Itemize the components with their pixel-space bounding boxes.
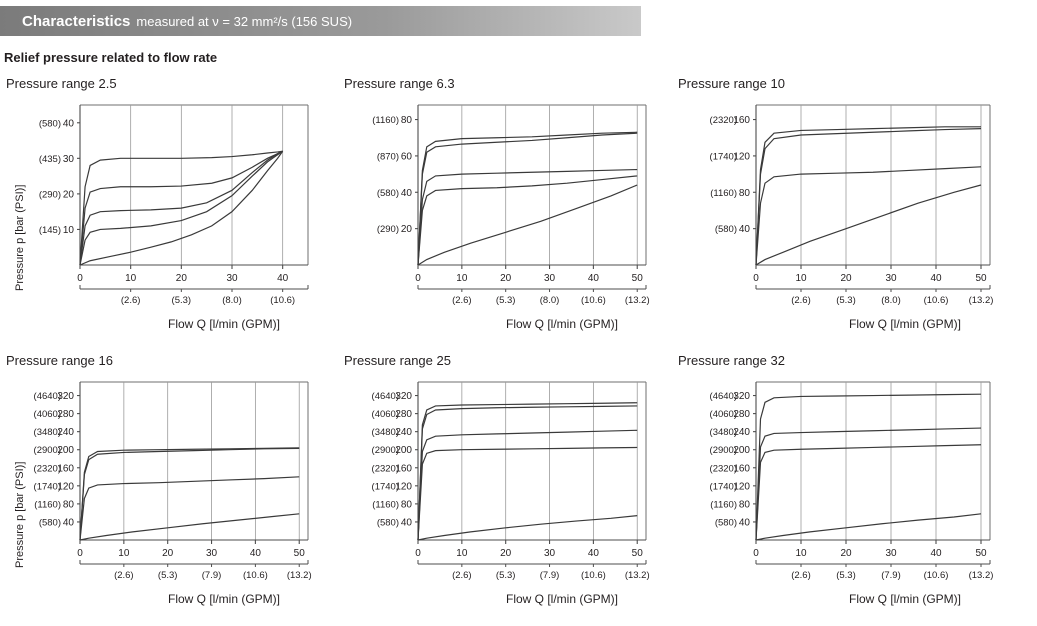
svg-text:(290): (290) [38, 189, 61, 201]
svg-text:(10.6): (10.6) [923, 295, 949, 306]
svg-text:120: 120 [395, 481, 412, 493]
svg-text:(4060): (4060) [33, 409, 61, 421]
svg-text:(290): (290) [376, 224, 399, 236]
svg-text:40: 40 [62, 118, 74, 130]
svg-text:(10.6): (10.6) [580, 295, 606, 306]
x-axis-label: Flow Q [l/min (GPM)] [848, 317, 961, 331]
svg-text:40: 40 [738, 224, 750, 236]
svg-text:(1160): (1160) [34, 499, 61, 511]
svg-text:(3480): (3480) [33, 427, 61, 439]
svg-text:(580): (580) [714, 517, 737, 529]
y-axis-label: Pressure p [bar (PSI)] [14, 461, 26, 568]
series-curve [80, 514, 299, 540]
svg-text:80: 80 [738, 187, 750, 199]
svg-text:120: 120 [733, 151, 750, 163]
svg-text:30: 30 [62, 153, 74, 165]
series-curve [418, 406, 637, 540]
svg-text:(10.6): (10.6) [923, 570, 949, 581]
x-axis-label: Flow Q [l/min (GPM)] [167, 317, 280, 331]
svg-text:(2900): (2900) [709, 445, 737, 457]
svg-text:(13.2): (13.2) [624, 570, 650, 581]
svg-text:(1160): (1160) [372, 499, 399, 511]
x-axis-label: Flow Q [l/min (GPM)] [167, 592, 280, 606]
svg-text:50: 50 [631, 548, 643, 559]
svg-text:280: 280 [395, 409, 412, 421]
series-curve [756, 127, 981, 265]
svg-text:(5.3): (5.3) [836, 295, 856, 306]
svg-text:(1740): (1740) [33, 481, 61, 493]
svg-text:(4640): (4640) [33, 391, 61, 403]
svg-text:0: 0 [415, 273, 421, 284]
svg-text:80: 80 [738, 499, 750, 511]
svg-text:30: 30 [226, 273, 238, 284]
header-title: Characteristics [22, 12, 131, 30]
svg-text:20: 20 [400, 224, 412, 236]
svg-text:20: 20 [840, 548, 852, 559]
svg-text:(10.6): (10.6) [580, 570, 606, 581]
svg-text:10: 10 [456, 273, 468, 284]
svg-text:0: 0 [77, 548, 83, 559]
section-title: Relief pressure related to flow rate [4, 50, 218, 65]
chart-svg [676, 368, 1006, 588]
svg-text:10: 10 [125, 273, 137, 284]
svg-text:(4060): (4060) [709, 409, 737, 421]
svg-text:40: 40 [400, 187, 412, 199]
svg-text:(1740): (1740) [709, 151, 737, 163]
svg-text:50: 50 [293, 548, 305, 559]
svg-text:(4060): (4060) [371, 409, 399, 421]
svg-text:(2.6): (2.6) [791, 295, 811, 306]
svg-text:(2320): (2320) [709, 463, 737, 475]
svg-text:(3480): (3480) [709, 427, 737, 439]
svg-text:(8.0): (8.0) [222, 295, 242, 306]
svg-text:20: 20 [162, 548, 174, 559]
chart-title: Pressure range 2.5 [6, 76, 117, 91]
series-curve [756, 167, 981, 265]
svg-text:(580): (580) [376, 187, 399, 199]
svg-text:(5.3): (5.3) [171, 295, 192, 306]
svg-text:(1160): (1160) [710, 499, 737, 511]
characteristics-header [0, 6, 641, 36]
svg-text:20: 20 [500, 548, 512, 559]
svg-text:40: 40 [277, 273, 289, 284]
svg-text:240: 240 [733, 427, 750, 439]
svg-text:(2.6): (2.6) [114, 570, 134, 581]
chart-panel-pressure-range-6-3 [342, 76, 722, 331]
svg-text:30: 30 [205, 548, 218, 559]
svg-text:120: 120 [57, 481, 74, 493]
svg-text:(2320): (2320) [371, 463, 399, 475]
chart-svg [342, 91, 662, 313]
series-curve [756, 185, 981, 265]
svg-text:320: 320 [57, 391, 74, 403]
series-curve [418, 133, 637, 265]
svg-text:200: 200 [733, 445, 750, 457]
chart-panel-pressure-range-25 [342, 353, 722, 606]
chart-svg [4, 368, 324, 588]
svg-text:(13.2): (13.2) [624, 295, 650, 306]
svg-text:(2.6): (2.6) [120, 295, 141, 306]
svg-text:20: 20 [500, 273, 512, 284]
y-axis-label: Pressure p [bar (PSI)] [14, 184, 26, 291]
series-curve [756, 129, 981, 265]
svg-text:160: 160 [57, 463, 74, 475]
svg-text:20: 20 [62, 189, 74, 201]
svg-text:20: 20 [175, 273, 187, 284]
svg-text:80: 80 [400, 115, 412, 127]
svg-text:(4640): (4640) [371, 391, 399, 403]
svg-text:(2320): (2320) [33, 463, 61, 475]
svg-text:280: 280 [57, 409, 74, 421]
chart-panel-pressure-range-2-5 [4, 76, 384, 331]
svg-text:40: 40 [249, 548, 261, 559]
chart-title: Pressure range 32 [678, 353, 785, 368]
svg-text:160: 160 [733, 463, 750, 475]
chart-panel-pressure-range-16 [4, 353, 384, 606]
svg-text:0: 0 [77, 273, 83, 284]
svg-text:30: 30 [885, 548, 897, 559]
svg-text:(10.6): (10.6) [270, 295, 296, 306]
svg-text:(2320): (2320) [709, 115, 737, 127]
chart-panel-pressure-range-32 [676, 353, 1037, 606]
svg-text:320: 320 [733, 391, 750, 403]
svg-text:320: 320 [395, 391, 412, 403]
svg-text:(2.6): (2.6) [791, 570, 811, 581]
svg-text:10: 10 [456, 548, 468, 559]
chart-svg [342, 368, 662, 588]
svg-text:(435): (435) [38, 153, 61, 165]
chart-svg [4, 91, 324, 313]
svg-text:(1740): (1740) [371, 481, 399, 493]
svg-text:160: 160 [733, 115, 750, 127]
chart-title: Pressure range 16 [6, 353, 113, 368]
series-curve [756, 514, 981, 540]
svg-text:(2.6): (2.6) [452, 570, 472, 581]
svg-text:40: 40 [930, 548, 942, 559]
svg-text:240: 240 [57, 427, 74, 439]
svg-text:(7.9): (7.9) [881, 570, 901, 581]
svg-text:80: 80 [400, 499, 412, 511]
series-curve [418, 170, 637, 265]
svg-text:(1160): (1160) [710, 187, 737, 199]
svg-text:(7.9): (7.9) [539, 570, 560, 581]
header-subtitle: measured at ν = 32 mm²/s (156 SUS) [136, 13, 353, 29]
svg-text:(4640): (4640) [709, 391, 737, 403]
svg-text:(2900): (2900) [33, 445, 61, 457]
svg-text:(10.6): (10.6) [242, 570, 268, 581]
series-curve [418, 516, 637, 540]
svg-text:10: 10 [118, 548, 130, 559]
chart-title: Pressure range 25 [344, 353, 451, 368]
svg-text:10: 10 [62, 224, 74, 236]
svg-text:(870): (870) [376, 151, 399, 163]
series-curve [80, 477, 299, 540]
svg-text:0: 0 [753, 548, 759, 559]
svg-text:40: 40 [587, 548, 599, 559]
svg-text:0: 0 [415, 548, 421, 559]
svg-text:(580): (580) [38, 517, 61, 529]
svg-text:(13.2): (13.2) [968, 570, 994, 581]
svg-text:10: 10 [795, 548, 807, 559]
svg-text:50: 50 [975, 548, 987, 559]
svg-text:30: 30 [543, 273, 556, 284]
svg-text:(7.9): (7.9) [201, 570, 222, 581]
svg-text:(5.3): (5.3) [495, 295, 516, 306]
svg-text:(580): (580) [38, 118, 61, 130]
svg-text:(5.3): (5.3) [836, 570, 856, 581]
chart-panel-pressure-range-10 [676, 76, 1037, 331]
svg-text:40: 40 [400, 517, 412, 529]
svg-text:30: 30 [885, 273, 897, 284]
svg-text:120: 120 [733, 481, 750, 493]
chart-title: Pressure range 6.3 [344, 76, 455, 91]
series-curve [418, 176, 637, 265]
svg-text:160: 160 [395, 463, 412, 475]
chart-title: Pressure range 10 [678, 76, 785, 91]
svg-text:(1160): (1160) [372, 115, 399, 127]
x-axis-label: Flow Q [l/min (GPM)] [505, 317, 618, 331]
series-curve [418, 430, 637, 540]
svg-text:30: 30 [543, 548, 556, 559]
series-curve [418, 185, 637, 265]
svg-text:20: 20 [840, 273, 852, 284]
svg-text:0: 0 [753, 273, 759, 284]
svg-text:(13.2): (13.2) [286, 570, 312, 581]
svg-text:40: 40 [62, 517, 74, 529]
svg-text:(13.2): (13.2) [968, 295, 994, 306]
series-curve [80, 448, 299, 540]
svg-text:80: 80 [62, 499, 74, 511]
x-axis-label: Flow Q [l/min (GPM)] [505, 592, 618, 606]
svg-text:40: 40 [587, 273, 599, 284]
svg-text:(580): (580) [376, 517, 399, 529]
svg-text:(2900): (2900) [371, 445, 399, 457]
svg-text:(3480): (3480) [371, 427, 399, 439]
svg-text:(2.6): (2.6) [452, 295, 472, 306]
svg-text:(5.3): (5.3) [157, 570, 178, 581]
x-axis-label: Flow Q [l/min (GPM)] [848, 592, 961, 606]
svg-text:50: 50 [631, 273, 643, 284]
svg-text:(5.3): (5.3) [495, 570, 516, 581]
svg-text:(145): (145) [38, 224, 61, 236]
svg-text:(8.0): (8.0) [539, 295, 560, 306]
svg-text:200: 200 [57, 445, 74, 457]
svg-text:(1740): (1740) [709, 481, 737, 493]
svg-text:50: 50 [975, 273, 987, 284]
svg-text:280: 280 [733, 409, 750, 421]
series-curve [756, 428, 981, 540]
svg-text:10: 10 [795, 273, 807, 284]
svg-text:(580): (580) [714, 224, 737, 236]
chart-svg [676, 91, 1006, 313]
svg-text:(8.0): (8.0) [881, 295, 901, 306]
svg-text:40: 40 [738, 517, 750, 529]
svg-text:60: 60 [400, 151, 412, 163]
svg-text:200: 200 [395, 445, 412, 457]
series-curve [80, 448, 299, 540]
svg-text:40: 40 [930, 273, 942, 284]
svg-text:240: 240 [395, 427, 412, 439]
